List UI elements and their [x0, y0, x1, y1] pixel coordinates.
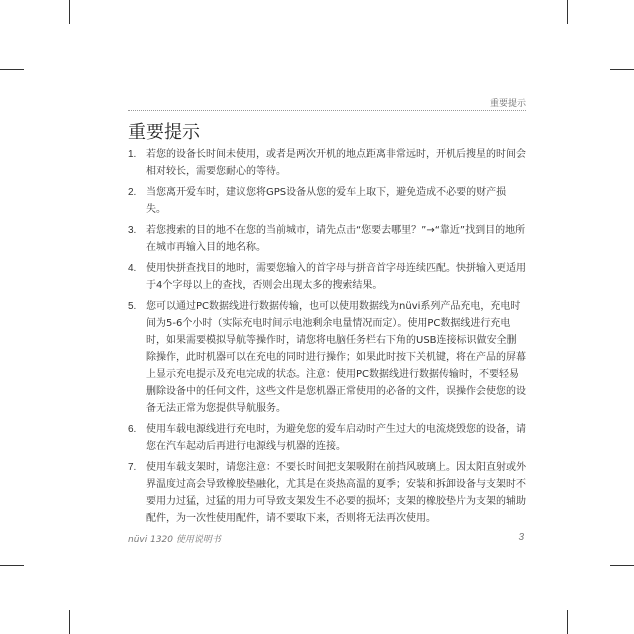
tip-text: 您可以通过PC数据线进行数据传输，也可以使用数据线为nüvi系列产品充电，充电时间为5-6个小时（实际充电时间示电池剩余电量情况而定）。使用PC数据线进行充电时，如果需要模拟导航等操作时，请您将电脑任务栏右下角的USB连接标识做安全删除操作，此时机器可以在充电的同时进行操作；如果此时按下关机键，将在产品的屏幕上显示充电提示及充电完成的状态。注意：使用PC数据线进行数据传输时，不要轻易删除设备中的任何文件，这些文件是您机器正常使用的必备的文件，误操作会使您的设备无法正常为您提供导航服务。 [146, 301, 526, 414]
crop-mark [69, 610, 70, 634]
crop-mark [567, 0, 568, 24]
tips-list [128, 146, 526, 531]
tip-item [128, 260, 526, 294]
tip-item [128, 298, 526, 417]
header-divider [128, 110, 526, 111]
tip-number: 4. [128, 263, 137, 274]
crop-mark [69, 0, 70, 24]
tip-text: 使用车载电源线进行充电时，为避免您的爱车启动时产生过大的电流烧毁您的设备，请您在汽车起动后再进行电源线与机器的连接。 [146, 424, 526, 452]
tip-item [128, 222, 526, 256]
tip-number: 6. [128, 424, 137, 435]
crop-mark [567, 610, 568, 634]
page-title: 重要提示 [128, 122, 200, 143]
tip-number: 3. [128, 225, 137, 236]
crop-mark [0, 69, 24, 70]
footer-manual-title: nüvi 1320 使用说明书 [128, 535, 221, 545]
crop-mark [610, 69, 634, 70]
tip-text: 若您的设备长时间未使用，或者是两次开机的地点距离非常远时，开机后搜星的时间会相对较长，需要您耐心的等待。 [146, 149, 526, 177]
tip-number: 2. [128, 187, 137, 198]
running-head: 重要提示 [489, 99, 526, 109]
crop-mark [0, 565, 24, 566]
page-number: 3 [518, 532, 524, 543]
tip-item [128, 184, 526, 218]
tip-item [128, 421, 526, 455]
tip-item [128, 459, 526, 527]
tip-item [128, 146, 526, 180]
tip-text: 当您离开爱车时，建议您将GPS设备从您的爱车上取下，避免造成不必要的财产损失。 [146, 187, 507, 215]
tip-number: 7. [128, 462, 137, 473]
tip-number: 5. [128, 301, 137, 312]
tip-text: 使用快拼查找目的地时，需要您输入的首字母与拼音首字母连续匹配。快拼输入更适用于4个字母以上的查找，否则会出现太多的搜索结果。 [146, 263, 526, 291]
crop-mark [610, 565, 634, 566]
tip-text: 使用车载支架时，请您注意：不要长时间把支架吸附在前挡风玻璃上。因太阳直射或外界温度过高会导致橡胶垫融化，尤其是在炎热高温的夏季；安装和拆卸设备与支架时不要用力过猛，过猛的用力可导致支架发生不必要的损坏；支架的橡胶垫片为支架的辅助配件，为一次性使用配件，请不要取下来，否则将无法再次使用。 [146, 462, 526, 524]
tip-text: 若您搜索的目的地不在您的当前城市，请先点击“您要去哪里？”→“靠近”找到目的地所在城市再输入目的地名称。 [146, 225, 526, 253]
tip-number: 1. [128, 149, 137, 160]
